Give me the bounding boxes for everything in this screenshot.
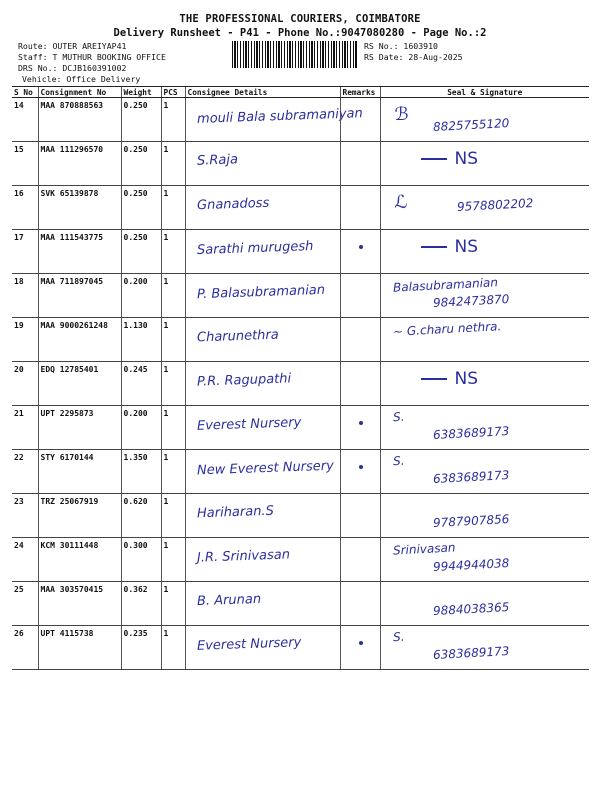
consignee-cell: [185, 582, 340, 626]
signature-phone: 6383689173: [432, 468, 510, 486]
column-header: Remarks: [340, 87, 380, 98]
signature-phone: 9787907856: [432, 512, 510, 530]
weight-value: 0.300: [121, 538, 161, 582]
signature-phone: 8825755120: [432, 116, 510, 134]
consignment-number: SVK 65139878: [38, 186, 121, 230]
serial-number: 17: [12, 230, 38, 274]
signature-cell: [380, 98, 589, 142]
table-row: [12, 142, 589, 186]
consignment-number: UPT 2295873: [38, 406, 121, 450]
column-header: Consignment No: [38, 87, 121, 98]
remark-dot: [359, 465, 363, 469]
consignee-handwriting: Charunethra: [196, 327, 279, 346]
consignee-handwriting: P. Balasubramanian: [196, 282, 325, 303]
consignment-number: KCM 30111448: [38, 538, 121, 582]
pieces-count: 1: [161, 450, 185, 494]
serial-number: 26: [12, 626, 38, 670]
signature-cell: [380, 582, 589, 626]
table-row: [12, 362, 589, 406]
consignee-handwriting: S.Raja: [196, 152, 238, 169]
weight-value: 0.245: [121, 362, 161, 406]
serial-number: 22: [12, 450, 38, 494]
consignee-handwriting: B. Arunan: [196, 591, 261, 610]
pieces-count: 1: [161, 494, 185, 538]
pieces-count: 1: [161, 142, 185, 186]
remarks-cell: [340, 230, 380, 274]
pieces-count: 1: [161, 318, 185, 362]
column-header: Weight: [121, 87, 161, 98]
pieces-count: 1: [161, 274, 185, 318]
consignee-handwriting: J.R. Srinivasan: [196, 547, 290, 566]
remarks-cell: [340, 98, 380, 142]
consignment-number: MAA 711897045: [38, 274, 121, 318]
weight-value: 0.362: [121, 582, 161, 626]
weight-value: 0.200: [121, 274, 161, 318]
serial-number: 16: [12, 186, 38, 230]
column-header: S No: [12, 87, 38, 98]
signature-phone: 9884038365: [432, 600, 510, 618]
pieces-count: 1: [161, 582, 185, 626]
consignment-number: UPT 4115738: [38, 626, 121, 670]
signature-name: Balasubramanian: [392, 275, 498, 295]
consignee-cell: [185, 362, 340, 406]
not-served-mark: NS: [421, 237, 479, 257]
weight-value: 0.250: [121, 230, 161, 274]
table-row: [12, 318, 589, 362]
consignment-number: MAA 111296570: [38, 142, 121, 186]
column-header: Seal & Signature: [380, 87, 589, 98]
signature-phone: 6383689173: [432, 644, 510, 662]
signature-cell: [380, 406, 589, 450]
table-header-row: [12, 87, 589, 98]
pieces-count: 1: [161, 230, 185, 274]
signature-name: S.: [392, 453, 405, 469]
remarks-cell: [340, 538, 380, 582]
not-served-mark: NS: [421, 149, 479, 169]
serial-number: 20: [12, 362, 38, 406]
table-row: [12, 538, 589, 582]
column-header: PCS: [161, 87, 185, 98]
weight-value: 0.200: [121, 406, 161, 450]
signature-scribble: ℒ: [394, 192, 408, 213]
remarks-cell: [340, 186, 380, 230]
consignee-cell: [185, 450, 340, 494]
table-row: [12, 582, 589, 626]
pieces-count: 1: [161, 538, 185, 582]
serial-number: 15: [12, 142, 38, 186]
consignee-handwriting: New Everest Nursery: [196, 458, 334, 479]
signature-phone: 9842473870: [432, 292, 510, 310]
signature-cell: [380, 142, 589, 186]
weight-value: 0.250: [121, 142, 161, 186]
consignment-number: MAA 870888563: [38, 98, 121, 142]
remarks-cell: [340, 450, 380, 494]
serial-number: 19: [12, 318, 38, 362]
pieces-count: 1: [161, 406, 185, 450]
drs-number: DRS No.: DCJB160391002: [18, 63, 127, 73]
table-row: [12, 494, 589, 538]
table-row: [12, 274, 589, 318]
route-label: Route: OUTER AREIYAP41: [18, 41, 127, 51]
serial-number: 24: [12, 538, 38, 582]
consignee-handwriting: Everest Nursery: [196, 415, 302, 434]
staff-label: Staff: T MUTHUR BOOKING OFFICE: [18, 52, 166, 62]
signature-cell: [380, 274, 589, 318]
signature-phone: 9578802202: [456, 196, 534, 214]
consignee-cell: [185, 142, 340, 186]
consignee-handwriting: mouli Bala subramaniyan: [196, 106, 363, 127]
signature-phone: 6383689173: [432, 424, 510, 442]
signature-cell: [380, 318, 589, 362]
remarks-cell: [340, 626, 380, 670]
signature-name: S.: [392, 629, 405, 645]
remarks-cell: [340, 362, 380, 406]
consignee-cell: [185, 98, 363, 142]
company-title: THE PROFESSIONAL COURIERS, COIMBATORE: [179, 13, 421, 25]
consignee-handwriting: Hariharan.S: [196, 503, 274, 522]
consignee-handwriting: P.R. Ragupathi: [196, 371, 291, 390]
vehicle-label: Vehicle: Office Delivery: [22, 74, 141, 84]
signature-cell: [380, 494, 589, 538]
consignment-number: MAA 303570415: [38, 582, 121, 626]
consignment-number: MAA 111543775: [38, 230, 121, 274]
weight-value: 0.250: [121, 98, 161, 142]
column-header: Consignee Details: [185, 87, 340, 98]
remarks-cell: [340, 318, 380, 362]
table-row: [12, 186, 589, 230]
signature-name: ~ G.charu nethra.: [392, 319, 502, 339]
remark-dot: [359, 421, 363, 425]
signature-cell: [380, 230, 589, 274]
signature-name: S.: [392, 409, 405, 425]
signature-cell: [380, 626, 589, 670]
serial-number: 21: [12, 406, 38, 450]
consignment-number: EDQ 12785401: [38, 362, 121, 406]
consignee-handwriting: Sarathi murugesh: [196, 238, 314, 259]
remarks-cell: [340, 142, 380, 186]
table-row: [12, 230, 589, 274]
table-row: [12, 98, 589, 142]
consignee-cell: [185, 186, 340, 230]
remark-dot: [359, 245, 363, 249]
signature-cell: [380, 362, 589, 406]
consignee-cell: [185, 538, 340, 582]
rs-date: RS Date: 28-Aug-2025: [364, 52, 463, 62]
remarks-cell: [340, 274, 380, 318]
remarks-cell: [340, 582, 380, 626]
serial-number: 18: [12, 274, 38, 318]
weight-value: 0.620: [121, 494, 161, 538]
pieces-count: 1: [161, 98, 185, 142]
remark-dot: [359, 641, 363, 645]
weight-value: 0.235: [121, 626, 161, 670]
consignee-cell: [185, 230, 340, 274]
remarks-cell: [340, 406, 380, 450]
consignee-cell: [185, 274, 340, 318]
consignment-number: MAA 9000261248: [38, 318, 121, 362]
serial-number: 23: [12, 494, 38, 538]
consignee-cell: [185, 626, 340, 670]
consignee-handwriting: Gnanadoss: [196, 195, 269, 214]
rs-number: RS No.: 1603910: [364, 41, 438, 51]
serial-number: 25: [12, 582, 38, 626]
consignee-handwriting: Everest Nursery: [196, 635, 302, 654]
runsheet-table: [12, 86, 589, 670]
barcode: [232, 41, 358, 68]
not-served-mark: NS: [421, 369, 479, 389]
serial-number: 14: [12, 98, 38, 142]
weight-value: 1.350: [121, 450, 161, 494]
weight-value: 1.130: [121, 318, 161, 362]
pieces-count: 1: [161, 186, 185, 230]
table-row: [12, 626, 589, 670]
signature-name: Srinivasan: [392, 540, 456, 558]
consignment-number: TRZ 25067919: [38, 494, 121, 538]
remarks-cell: [340, 494, 380, 538]
signature-cell: [380, 450, 589, 494]
signature-cell: [380, 538, 589, 582]
consignee-cell: [185, 406, 340, 450]
consignee-cell: [185, 318, 340, 362]
pieces-count: 1: [161, 626, 185, 670]
weight-value: 0.250: [121, 186, 161, 230]
runsheet-title: Delivery Runsheet - P41 - Phone No.:9047080280 - Page No.:2: [113, 27, 487, 39]
consignment-number: STY 6170144: [38, 450, 121, 494]
consignee-cell: [185, 494, 340, 538]
pieces-count: 1: [161, 362, 185, 406]
table-row: [12, 450, 589, 494]
signature-scribble: ℬ: [394, 104, 409, 125]
signature-cell: [380, 186, 589, 230]
signature-phone: 9944944038: [432, 556, 510, 574]
table-row: [12, 406, 589, 450]
